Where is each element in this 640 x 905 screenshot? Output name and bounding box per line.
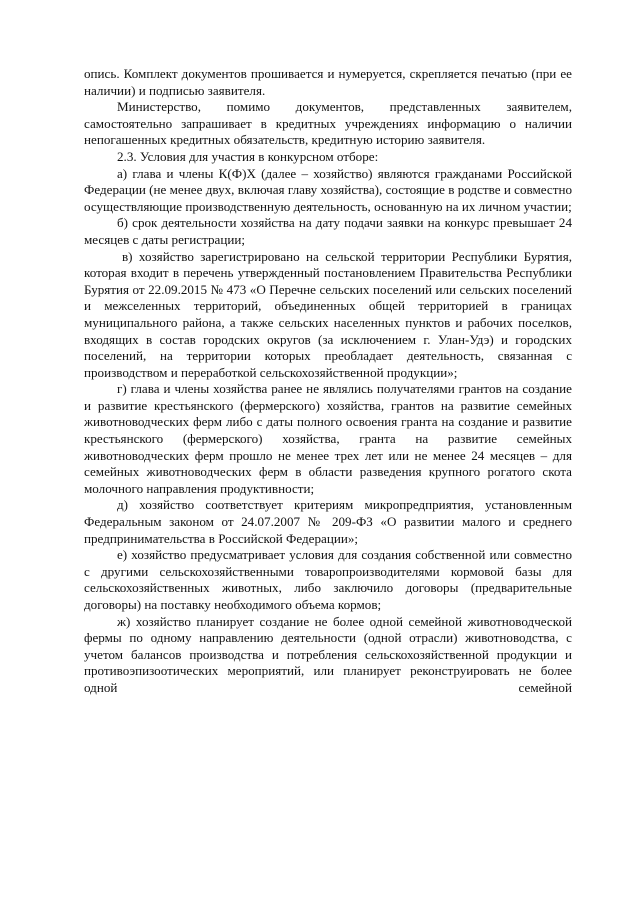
condition-e: е) хозяйство предусматривает условия для создания собственной или совместно с другими сельскохозяйственными товаропроизводителями кормовой базы для сельскохозяйственных животных, либо заключило договоры (предварительные договоры) на поставку необходимого объема кормов; xyxy=(84,547,572,612)
condition-g: г) глава и члены хозяйства ранее не являлись получателями грантов на создание и развитие крестьянского (фермерского) хозяйства, грантов на развитие семейных животноводческих ферм либо с даты полного освоения гранта на создание и развитие крестьянского (фермерского) хозяйства, гранта на развитие семейных животноводческих ферм прошло не менее трех лет или не менее 24 месяцев – для семейных животноводческих ферм в области разведения крупного рогатого скота молочного направления продуктивности; xyxy=(84,381,572,496)
paragraph-ministry: Министерство, помимо документов, представленных заявителем, самостоятельно запрашивает в кредитных учреждениях информацию о наличии непогашенных кредитных обязательств, кредитную историю заявителя. xyxy=(84,99,572,148)
condition-b: б) срок деятельности хозяйства на дату подачи заявки на конкурс превышает 24 месяцев с даты регистрации; xyxy=(84,215,572,247)
condition-zh: ж) хозяйство планирует создание не более одной семейной животноводческой фермы по одному направлению деятельности (одной отрасли) животноводства, с учетом балансов производства и потребления сельскохозяйственной продукции и противоэпизоотических мероприятий, или планирует реконструировать не более одной семейной xyxy=(84,613,572,695)
condition-d: д) хозяйство соответствует критериям микропредприятия, установленным Федеральным законом от 24.07.2007 № 209-ФЗ «О развитии малого и среднего предпринимательства в Российской Федерации»; xyxy=(84,497,572,546)
condition-a: а) глава и члены К(Ф)Х (далее – хозяйство) являются гражданами Российской Федерации (не менее двух, включая главу хозяйства), состоящие в родстве и совместно осуществляющие производственную деятельность, основанную на их личном участии; xyxy=(84,165,572,214)
section-heading-2-3: 2.3. Условия для участия в конкурсном отборе: xyxy=(117,148,379,164)
condition-v: в) хозяйство зарегистрировано на сельской территории Республики Бурятия, которая входит в перечень утвержденный постановлением Правительства Республики Бурятия от 22.09.2015 № 473 «О Перечне сельских поселений или сельских поселений и межселенных территорий, объединенных общей территорией в границах муниципального района, а также сельских населенных пунктов и рабочих поселков, входящих в состав городских округов (за исключением г. Улан-Удэ) и городских поселений, на территории которых преобладает деятельность, связанная с производством и переработкой сельскохозяйственной продукции»; xyxy=(84,248,572,380)
paragraph-opis: опись. Комплект документов прошивается и нумеруется, скрепляется печатью (при ее наличии) и подписью заявителя. xyxy=(84,66,572,98)
document-page xyxy=(84,66,572,697)
